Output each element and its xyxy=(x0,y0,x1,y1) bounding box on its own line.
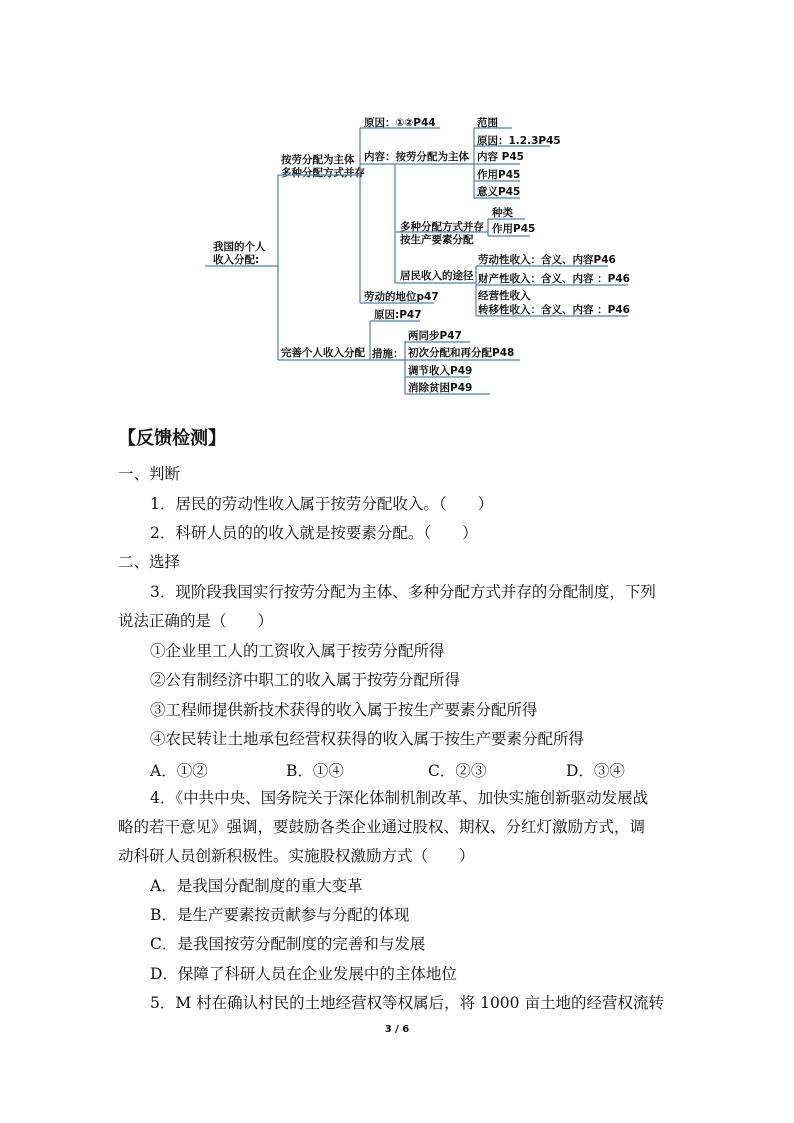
page-number: 3 / 6 xyxy=(384,1024,410,1035)
mm-inc-labor: 劳动性收入：含义、内容P46 xyxy=(478,254,616,266)
mm-leaf-reason: 原因：1.2.3P45 xyxy=(477,135,561,147)
mm-leaf-effect2: 作用P45 xyxy=(492,223,536,235)
question-4-line1: 4．《中共中央、国务院关于深化体制机制改革、加快实施创新驱动发展战 xyxy=(150,789,649,807)
part-judge-heading: 一、判断 xyxy=(118,465,181,483)
mm-b2: 完善个人收入分配 xyxy=(281,347,365,359)
mm-inc-transfer: 转移性收入：含义、内容 ：P46 xyxy=(478,304,630,316)
mm-root-line2: 收入分配: xyxy=(213,254,260,266)
mm-multi-line1: 多种分配方式并存 xyxy=(400,221,484,233)
mm-m4: 消除贫困P49 xyxy=(408,382,473,394)
mm-b2-measure: 措施： xyxy=(372,348,404,360)
q3-option-d: D．③④ xyxy=(566,762,625,780)
mm-b2-reason: 原因:P47 xyxy=(374,309,422,321)
question-5-line1: 5．M 村在确认村民的土地经营权等权属后，将 1000 亩土地的经营权流转 xyxy=(150,994,664,1012)
q3-option-b: B．①④ xyxy=(286,762,344,780)
q3-option-a: A．①② xyxy=(150,762,208,780)
question-3-line2: 说法正确的是（ ） xyxy=(118,612,274,630)
q3-statement-1: ①企业里工人的工资收入属于按劳分配所得 xyxy=(150,642,445,660)
question-4-line2: 略的若干意见》强调，要鼓励各类企业通过股权、期权、分红灯激励方式，调 xyxy=(118,818,646,836)
mm-b1-line2: 多种分配方式并存 xyxy=(281,167,365,179)
question-4-line3: 动科研人员创新积极性。实施股权激励方式（ ） xyxy=(118,847,475,865)
mm-leaf-content: 内容 P45 xyxy=(477,151,524,163)
question-1: 1．居民的劳动性收入属于按劳分配收入。（ ） xyxy=(150,495,494,513)
q4-option-b: B．是生产要素按贡献参与分配的体现 xyxy=(150,906,410,924)
q3-statement-4: ④农民转让土地承包经营权获得的收入属于按生产要素分配所得 xyxy=(150,730,585,748)
mm-multi-line2: 按生产要素分配 xyxy=(400,234,474,246)
mm-root-line1: 我国的个人 xyxy=(213,241,266,253)
mm-b1-reason: 原因：①②P44 xyxy=(364,117,436,129)
question-2: 2．科研人员的的收入就是按要素分配。（ ） xyxy=(150,524,478,542)
mm-b1-line1: 按劳分配为主体 xyxy=(281,154,355,166)
part-choice-heading: 二、选择 xyxy=(118,553,181,571)
mm-resident: 居民收入的途径 xyxy=(400,270,474,282)
question-3-line1: 3．现阶段我国实行按劳分配为主体、多种分配方式并存的分配制度，下列 xyxy=(150,583,656,601)
q3-statement-3: ③工程师提供新技术获得的收入属于按生产要素分配所得 xyxy=(150,701,538,719)
mm-leaf-scope: 范围 xyxy=(477,117,498,129)
mm-inc-property: 财产性收入：含义、内容 ：P46 xyxy=(478,273,630,285)
mm-leaf-kind: 种类 xyxy=(492,207,513,219)
mm-leaf-effect: 作用P45 xyxy=(477,169,521,181)
mm-leaf-meaning: 意义P45 xyxy=(477,186,521,198)
mm-b1-content: 内容：按劳分配为主体 xyxy=(364,151,469,163)
mm-inc-business: 经营性收入 xyxy=(478,290,531,302)
section-title: 【反馈检测】 xyxy=(118,428,226,449)
mm-m3: 调节收入P49 xyxy=(408,365,473,377)
q3-statement-2: ②公有制经济中职工的收入属于按劳分配所得 xyxy=(150,671,461,689)
q4-option-a: A．是我国分配制度的重大变革 xyxy=(150,877,363,895)
q3-option-c: C．②③ xyxy=(428,762,487,780)
mm-m2: 初次分配和再分配P48 xyxy=(408,347,515,359)
mm-labor-status: 劳动的地位p47 xyxy=(364,291,439,303)
mind-map xyxy=(0,0,794,400)
mm-m1: 两同步P47 xyxy=(408,330,462,342)
q4-option-d: D．保障了科研人员在企业发展中的主体地位 xyxy=(150,965,457,983)
q4-option-c: C．是我国按劳分配制度的完善和与发展 xyxy=(150,935,426,953)
